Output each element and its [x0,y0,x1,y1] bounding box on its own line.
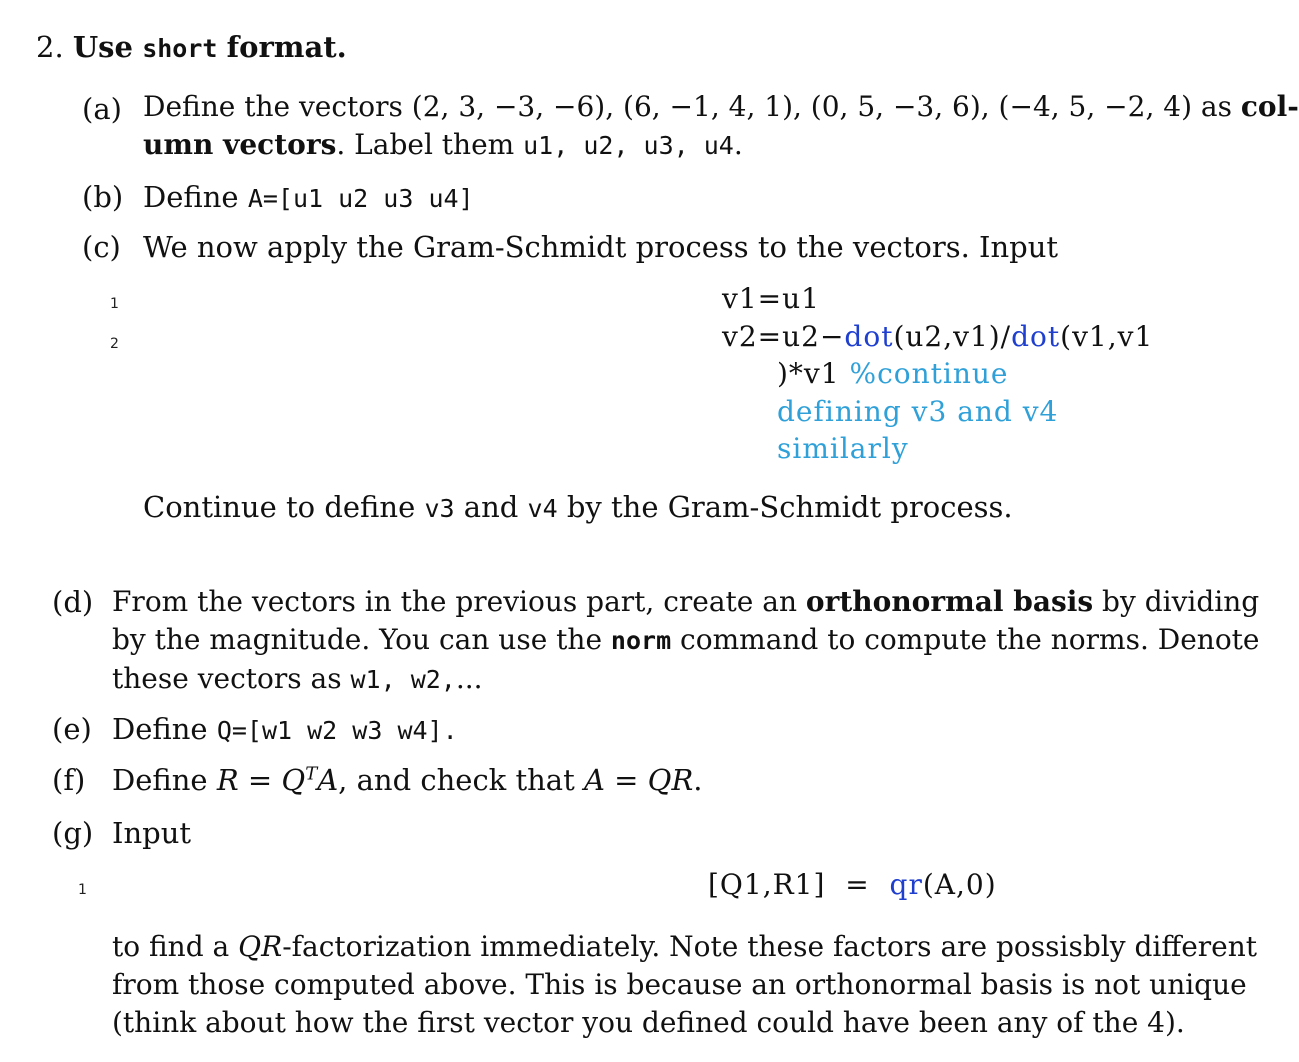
part-b-body [143,180,474,214]
part-d-label: (d) [52,585,94,619]
part-a-line1-bold: col- [1240,90,1299,123]
code-comment: similarly [777,432,909,465]
math-QR: QR [647,763,694,797]
math-R: R [216,763,239,797]
code-dot-keyword: dot [844,320,894,353]
part-g-text: Input [112,816,192,850]
part-g-line1-pre: to find a [112,930,230,963]
part-c-follow-and: and [463,490,519,524]
part-c-follow-v4: v4 [527,494,558,523]
problem-title-mono: short [142,34,218,63]
part-d-line2-post: command to compute the norms. Denote [680,623,1260,656]
code-comment: %continue [849,357,1009,390]
code-line-2-end: (v1,v1 [1060,320,1154,353]
part-e-code: Q=[w1 w2 w3 w4]. [216,716,458,745]
part-d-body [112,583,1260,699]
code-line-3 [777,357,1009,390]
part-f-end: . [693,763,703,797]
part-d-line1-bold: orthonormal basis [805,585,1094,618]
part-a-line2-bold: umn vectors [143,128,337,161]
part-b-text: Define [143,180,239,214]
code-line-number: 2 [110,336,119,352]
part-a-body [143,88,1299,165]
part-e-body [112,712,458,746]
part-d-line3-post: ... [455,662,483,695]
part-f-text-mid: , and check that [338,763,575,797]
part-c-follow-post: by the Gram-Schmidt process. [566,490,1013,524]
part-d-line3-code: w1, w2, [350,665,456,694]
part-f-body [112,763,703,797]
part-g-body [112,928,1257,1042]
problem-title-post: format. [226,30,347,64]
part-b-code: A=[u1 u2 u3 u4] [247,184,474,213]
part-a-label: (a) [82,92,122,126]
problem-number: 2. [36,30,64,64]
part-f-label: (f) [52,763,86,797]
math-transpose: T [305,763,318,785]
part-a-end: . [733,128,743,161]
part-d-line2-code: norm [610,626,672,655]
code-dot-keyword: dot [1011,320,1061,353]
code-line-2-mid: (u2,v1)/ [893,320,1012,353]
math-equals: = [614,763,639,797]
part-c-follow [143,490,1013,524]
part-e-label: (e) [52,712,92,746]
math-equals: = [247,763,273,797]
code-line-2 [722,320,1153,353]
part-g-line3: (think about how the first vector you defined could have been any of the 4). [112,1006,1185,1039]
code-comment: defining v3 and v4 [777,395,1059,428]
code-qr-keyword: qr [889,868,923,901]
code-line-3-pre: )*v1 [777,357,840,390]
math-A: A [583,763,605,797]
math-A: A [317,763,339,797]
part-c-text: We now apply the Gram-Schmidt process to the vectors. Input [143,230,1059,264]
part-f-text-pre: Define [112,763,208,797]
part-a-line1: Define the vectors (2, 3, −3, −6), (6, −1, 4, 1), (0, 5, −3, 6), (−4, 5, −2, 4) as [143,90,1232,123]
code-qr-eq: = [845,868,870,901]
math-Q: Q [281,763,306,797]
code-qr-pre: [Q1,R1] [708,868,826,901]
part-c-follow-pre: Continue to define [143,490,416,524]
code-line-1: v1=u1 [722,282,820,315]
part-d-line1-pre: From the vectors in the previous part, create an [112,585,798,618]
problem-header [36,30,347,64]
code-line-number: 1 [110,296,119,312]
part-c-follow-v3: v3 [424,494,455,523]
code-qr-args: (A,0) [922,868,997,901]
part-e-text: Define [112,712,208,746]
math-QR: QR [238,930,283,963]
part-d-line1-post: by dividing [1102,585,1260,618]
code-line-2-pre: v2=u2− [722,320,845,353]
part-a-line2: . Label them [336,128,515,161]
part-g-line2: from those computed above. This is because an orthonormal basis is not unique [112,968,1247,1001]
code-line-number: 1 [78,882,87,898]
part-c-label: (c) [82,230,121,264]
code-qr-line [708,868,997,901]
problem-title-pre: Use [72,30,133,64]
part-d-line2-pre: by the magnitude. You can use the [112,623,603,656]
part-a-names: u1, u2, u3, u4 [523,131,734,160]
part-b-label: (b) [82,180,124,214]
part-d-line3-pre: these vectors as [112,662,342,695]
part-g-line1-post: -factorization immediately. Note these factors are possisbly different [282,930,1258,963]
part-g-label: (g) [52,816,94,850]
